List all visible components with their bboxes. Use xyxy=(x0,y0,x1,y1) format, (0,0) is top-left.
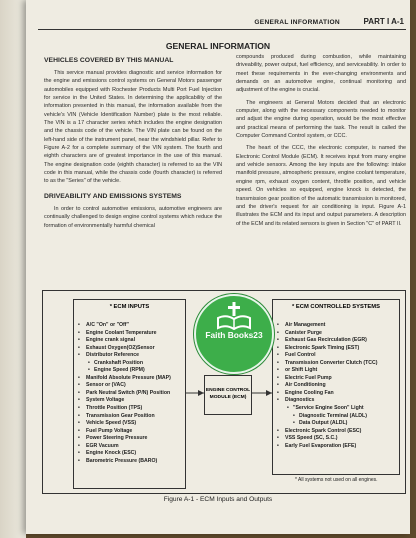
page-header xyxy=(26,0,410,30)
ecm-output-item: • "Service Engine Soon" Light xyxy=(277,405,378,413)
ecm-output-item: • Air Conditioning xyxy=(277,382,378,390)
heading-driveability: DRIVEABILITY AND EMISSIONS SYSTEMS xyxy=(44,192,182,200)
ecm-input-item: • Crankshaft Position xyxy=(78,360,171,368)
ecm-input-item: • Engine crank signal xyxy=(78,337,171,345)
ecm-input-item: • Distributor Reference xyxy=(78,352,171,360)
ecm-input-item: • Park Neutral Switch (P/N) Position xyxy=(78,390,171,398)
ecm-output-item: • Early Fuel Evaporation (EFE) xyxy=(277,443,378,451)
ecm-input-item: • Barometric Pressure (BARO) xyxy=(78,458,171,466)
watermark-badge xyxy=(194,294,274,374)
ecm-inputs-title: * ECM INPUTS xyxy=(109,304,150,310)
ecm-output-item: • VSS Speed (SC, S.C.) xyxy=(277,435,378,443)
ecm-outputs-list xyxy=(277,322,378,450)
ecm-input-item: • Engine Knock (ESC) xyxy=(78,450,171,458)
ecm-output-item: • Diagnostics xyxy=(277,397,378,405)
paragraph-compounds: compounds produced during combustion, while maintaining driveability, power output, fuel efficiency, and serviceability. In order to meet these requirements in the ever-changing environments and demands on an automotive engine, continual monitoring and adjustment of the engine is crucial. xyxy=(236,54,406,94)
right-column xyxy=(236,53,406,232)
ecm-input-item: • Manifold Absolute Pressure (MAP) xyxy=(78,375,171,383)
ecm-inputs-box xyxy=(73,299,186,489)
header-rule xyxy=(38,29,406,30)
figure-caption: Figure A-1 - ECM Inputs and Outputs xyxy=(163,496,273,503)
ecm-output-item: • Data Output (ALDL) xyxy=(277,420,378,428)
watermark-text: Faith Books23 xyxy=(205,330,263,340)
heading-vehicles-covered: VEHICLES COVERED BY THIS MANUAL xyxy=(44,57,174,64)
ecm-input-item: • Transmission Gear Position xyxy=(78,413,171,421)
ecm-output-item: • Canister Purge xyxy=(277,330,378,338)
header-section: GENERAL INFORMATION xyxy=(254,19,340,26)
book-cross-icon xyxy=(216,302,252,330)
ecm-outputs-box xyxy=(272,299,400,475)
ecm-output-item: • Diagnostic Terminal (ALDL) xyxy=(277,413,378,421)
ecm-input-item: • Power Steering Pressure xyxy=(78,435,171,443)
manual-page xyxy=(26,0,410,534)
ecm-input-item: • Engine Coolant Temperature xyxy=(78,330,171,338)
ecm-input-item: • A/C "On" or "Off" xyxy=(78,322,171,330)
ecm-input-item: • System Voltage xyxy=(78,397,171,405)
ecm-input-item: • Sensor or (VAC) xyxy=(78,382,171,390)
ecm-output-item: • Fuel Control xyxy=(277,352,378,360)
diagram-footnote: * All systems not used on all engines. xyxy=(295,477,378,483)
ecm-input-item: • Vehicle Speed (VSS) xyxy=(78,420,171,428)
binding-spine xyxy=(0,0,26,538)
ecm-input-item: • Throttle Position (TPS) xyxy=(78,405,171,413)
paragraph-driveability: In order to control automotive emissions, automotive engineers are continually challenged to design engine control systems which reduce the formation of environmentally harmful chemical xyxy=(44,205,222,229)
page-title: GENERAL INFORMATION xyxy=(165,41,271,51)
ecm-input-item: • Exhaust Oxygen(O2)Sensor xyxy=(78,345,171,353)
ecm-output-item: • Exhaust Gas Recirculation (EGR) xyxy=(277,337,378,345)
left-column xyxy=(44,56,222,234)
ecm-inputs-list xyxy=(78,322,171,465)
ecm-output-item: • Engine Cooling Fan xyxy=(277,390,378,398)
ecm-input-item: • Fuel Pump Voltage xyxy=(78,428,171,436)
ecm-output-item: • Electronic Spark Timing (EST) xyxy=(277,345,378,353)
ecm-module-box xyxy=(204,375,252,415)
paragraph-vehicles-covered: This service manual provides diagnostic and service information for the engine and emissions control systems on General Motors passenger automobiles equipped with Rochester Products Multi Port Fuel Injection for service in the United States. In determining the applicability of the information presented in this manual, the information available from the vehicle's VIN (Vehicle Identification Number) plate is the most reliable. The VIN is a 17 character series which includes the engine designation and the chassis code of the vehicle. The VIN plate can be found on the left-hand side of the instrument panel, near the windshield pillar. Refer to Figure A-2 for a complete summary of the VIN system. The fourth and eighth characters are of greatest importance in the use of this manual. The engine designation code (eighth character) is referred to as the VIN code in this manual, while the chassis code (fourth character) is referred to as the "Series" of the vehicle. xyxy=(44,70,222,185)
ecm-output-item: • or Shift Light xyxy=(277,367,378,375)
ecm-output-item: • Electric Fuel Pump xyxy=(277,375,378,383)
ecm-input-item: • EGR Vacuum xyxy=(78,443,171,451)
ecm-outputs-title: * ECM CONTROLLED SYSTEMS xyxy=(292,304,380,310)
ecm-module-label: ENGINE CONTROL MODULE (ECM) xyxy=(205,388,251,400)
paragraph-engineers: The engineers at General Motors decided that an electronic computer, along with the necessary components needed to monitor and adjust the engine during operation, would be the most effective and practical means of performing the task. The result is called the Computer Command Control system, or CCC. xyxy=(236,99,406,140)
ecm-input-item: • Engine Speed (RPM) xyxy=(78,367,171,375)
header-part: PART I A-1 xyxy=(363,17,404,26)
ecm-output-item: • Air Management xyxy=(277,322,378,330)
ecm-output-item: • Electronic Spark Control (ESC) xyxy=(277,428,378,436)
ecm-output-item: • Transmission Converter Clutch (TCC) xyxy=(277,360,378,368)
paragraph-ccc: The heart of the CCC, the electronic computer, is named the Electronic Control Module (ECM). It receives input from many engine and vehicle sensors. Among the key inputs are the following: intake manifold pressure, atmospheric pressure, engine coolant temperature, engine rpm, exhaust oxygen content, throttle position, and vehicle speed. On vehicles so equipped, engine knock is detected, the transmission gear position of the automatic transmission is monitored, and the driver's request for air conditioning is input. Figure A-1 illustrates the ECM and its input and output parameters. A description of the ECM and its related sensors is given in Section "C" of PART II. xyxy=(236,145,406,227)
